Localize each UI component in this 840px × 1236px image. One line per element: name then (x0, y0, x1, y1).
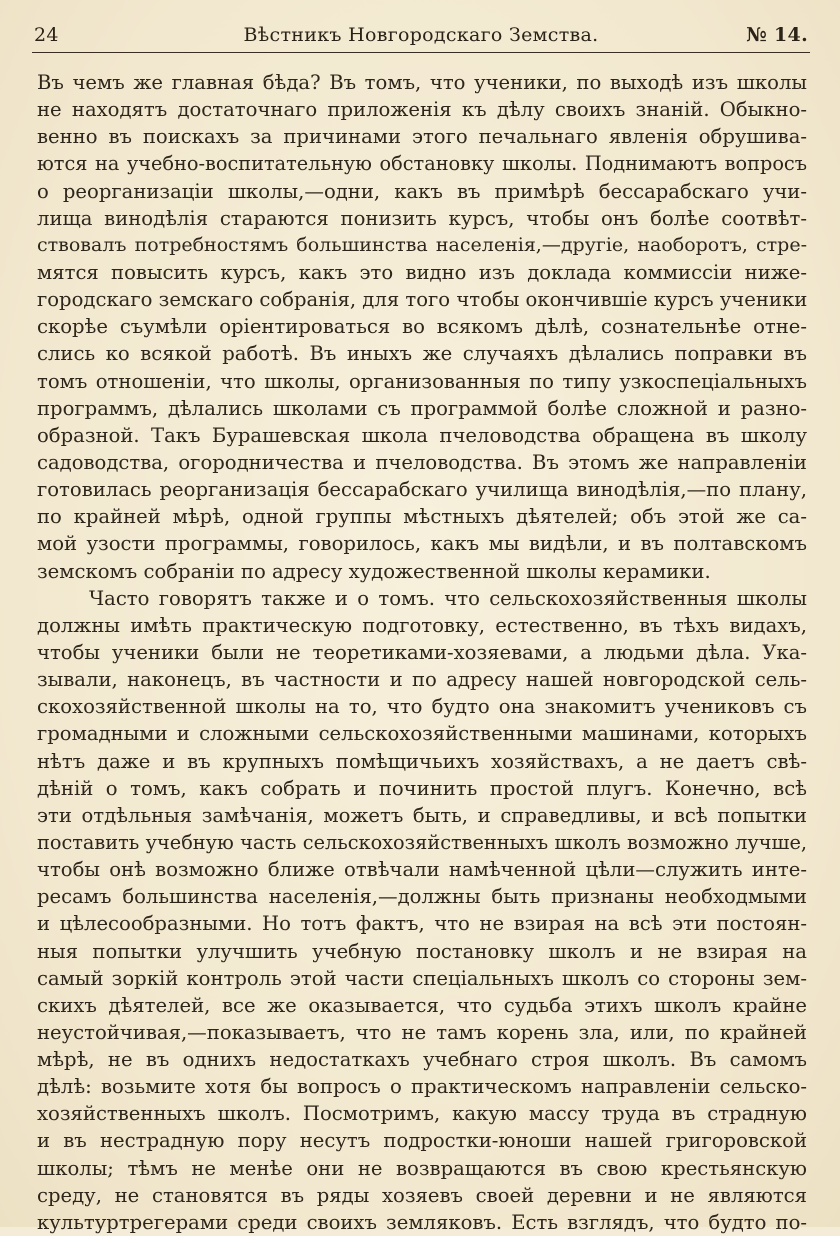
text-line: самый зоркій контроль этой части спеціальныхъ школъ со стороны зем- (37, 966, 807, 990)
text-line: должны имѣть практическую подготовку, естественно, въ тѣхъ видахъ, (37, 613, 807, 637)
text-line: и цѣлесообразными. Но тотъ фактъ, что не взирая на всѣ эти постоян- (37, 912, 807, 936)
text-line: дѣлѣ: возьмите хотя бы вопросъ о практическомъ направленіи сельско- (37, 1075, 807, 1099)
text-line: городскаго земскаго собранія, для того чтобы окончившіе курсъ ученики (37, 288, 807, 312)
text-line: не находятъ достаточнаго приложенія къ дѣлу своихъ знаній. Обыкно- (37, 98, 807, 122)
text-line: скихъ дѣятелей, все же оказывается, что судьба этихъ школъ крайне (37, 993, 807, 1017)
text-line: зывали, наконецъ, въ частности и по адресу нашей новгородской сель- (37, 668, 807, 692)
text-line: лища винодѣлія стараются понизить курсъ, чтобы онъ болѣе соотвѣт- (37, 206, 807, 230)
text-line: поставить учебную часть сельскохозяйственныхъ школъ возможно лучше, (37, 830, 807, 854)
text-line: мятся повысить курсъ, какъ это видно изъ доклада коммиссіи ниже- (37, 260, 807, 284)
running-header (32, 20, 810, 53)
text-line: неустойчивая,—показываетъ, что не тамъ корень зла, или, по крайней (37, 1020, 807, 1044)
journal-title: Вѣстникъ Новгородскаго Земства. (243, 24, 599, 46)
text-line: и въ нестрадную пору несутъ подростки-юноши нашей григоровской (37, 1129, 807, 1153)
text-line: школы; тѣмъ не менѣе они не возвращаются въ свою крестьянскую (37, 1156, 807, 1180)
text-line: программъ, дѣлались школами съ программой болѣе сложной и разно- (37, 396, 807, 420)
text-line: ствовалъ потребностямъ большинства населенія,—другіе, наоборотъ, стре- (37, 233, 807, 256)
text-line: громадными и сложными сельскохозяйственными машинами, которыхъ (37, 722, 807, 746)
text-line: образной. Такъ Бурашевская школа пчеловодства обращена въ школу (37, 423, 807, 447)
text-line: эти отдѣльныя замѣчанія, можетъ быть, и справедливы, и всѣ попытки (37, 803, 807, 827)
text-line: мой узости программы, говорилось, какъ мы видѣли, и въ полтавскомъ (37, 532, 807, 556)
page-number: 24 (34, 24, 59, 46)
text-line: чтобы ученики были не теоретиками-хозяевами, а людьми дѣла. Ука- (37, 640, 807, 664)
text-line: венно въ поискахъ за причинами этого печальнаго явленія обрушива- (37, 125, 807, 149)
text-line: ются на учебно-воспитательную обстановку школы. Поднимаютъ вопросъ (37, 152, 807, 176)
article-body (37, 69, 807, 1236)
text-line: среду, не становятся въ ряды хозяевъ своей деревни и не являются (37, 1183, 807, 1207)
text-line: Въ чемъ же главная бѣда? Въ томъ, что ученики, по выходѣ изъ школы (37, 71, 807, 94)
text-line: земскомъ собраніи по адресу художественной школы керамики. (37, 559, 711, 583)
text-line: Часто говорятъ также и о томъ. что сельскохозяйственныя школы (89, 586, 807, 610)
text-line: дѣній о томъ, какъ собрать и починить простой плугъ. Конечно, всѣ (37, 776, 807, 800)
text-line: мѣрѣ, не въ однихъ недостаткахъ учебнаго строя школъ. Въ самомъ (37, 1048, 807, 1072)
text-line: нѣтъ даже и въ крупныхъ помѣщичьихъ хозяйствахъ, а не даетъ свѣ- (37, 749, 807, 773)
text-line: готовилась реорганизація бессарабскаго училища винодѣлія,—по плану, (37, 478, 807, 502)
text-line: скохозяйственной школы на то, что будто она знакомитъ учениковъ съ (37, 695, 807, 719)
text-line: хозяйственныхъ школъ. Посмотримъ, какую массу труда въ страдную (37, 1102, 807, 1126)
text-line: ресамъ большинства населенія,—должны быть признаны необходмыми (37, 885, 807, 909)
text-line: ныя попытки улучшить учебную постановку школъ и не взирая на (37, 939, 807, 963)
text-line: скорѣе съумѣли оріентироваться во всякомъ дѣлѣ, сознательнѣе отне- (37, 315, 807, 339)
text-line: по крайней мѣрѣ, одной группы мѣстныхъ дѣятелей; объ этой же са- (37, 505, 807, 529)
text-line: чтобы онѣ возможно ближе отвѣчали намѣченной цѣли—служить инте- (37, 858, 807, 882)
text-line: слись ко всякой работѣ. Въ иныхъ же случаяхъ дѣлались поправки въ (37, 342, 807, 366)
text-line: культуртрегерами среди своихъ земляковъ. Есть взглядъ, что будто по- (37, 1210, 807, 1234)
text-line: о реорганизаціи школы,—одни, какъ въ примѣрѣ бессарабскаго учи- (37, 179, 807, 203)
text-line: садоводства, огородничества и пчеловодства. Въ этомъ же направленіи (37, 450, 807, 474)
issue-number: № 14. (746, 24, 808, 46)
text-line: томъ отношеніи, что школы, организованныя по типу узкоспеціальныхъ (37, 369, 807, 393)
